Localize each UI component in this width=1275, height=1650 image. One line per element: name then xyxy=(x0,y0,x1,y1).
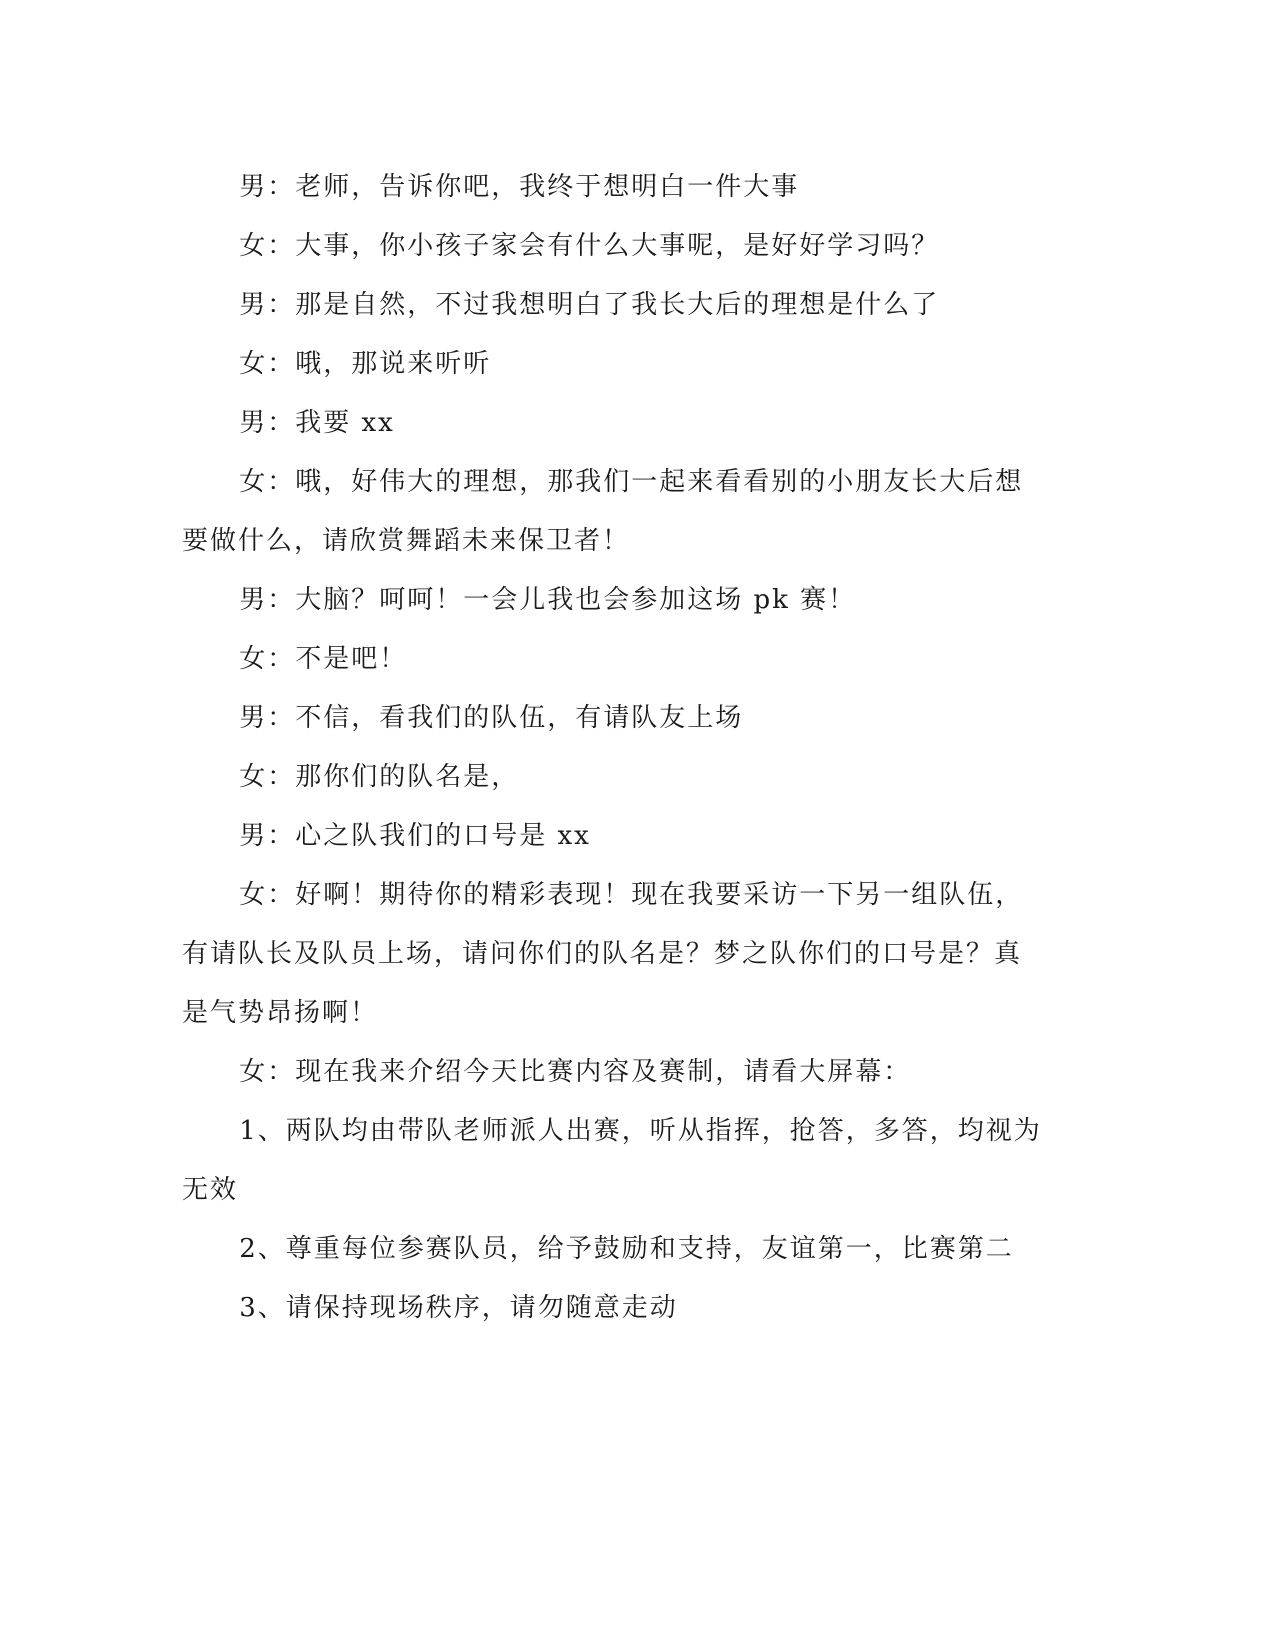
dialogue-line: 女：好啊！期待你的精彩表现！现在我要采访一下另一组队伍，有请队长及队员上场，请问你们的队名是？梦之队你们的口号是？真是气势昂扬啊！ xyxy=(182,880,1024,1028)
dialogue-line: 女：那你们的队名是， xyxy=(239,762,520,792)
rule-item: 1、两队均由带队老师派人出赛，听从指挥，抢答，多答，均视为无效 xyxy=(182,1116,1042,1205)
dialogue-line: 男：心之队我们的口号是 xx xyxy=(239,821,591,851)
dialogue-line: 男：那是自然，不过我想明白了我长大后的理想是什么了 xyxy=(239,290,940,320)
dialogue-line: 男：老师，告诉你吧，我终于想明白一件大事 xyxy=(239,172,800,202)
rule-item: 3、请保持现场秩序，请勿随意走动 xyxy=(239,1293,678,1323)
dialogue-line: 女：大事，你小孩子家会有什么大事呢，是好好学习吗？ xyxy=(239,231,940,261)
rule-item: 2、尊重每位参赛队员，给予鼓励和支持，友谊第一，比赛第二 xyxy=(239,1234,1014,1264)
dialogue-line: 男：大脑？呵呵！一会儿我也会参加这场 pk 赛！ xyxy=(239,585,857,615)
dialogue-line: 女：现在我来介绍今天比赛内容及赛制，请看大屏幕： xyxy=(239,1057,912,1087)
dialogue-line: 女：哦，好伟大的理想，那我们一起来看看别的小朋友长大后想要做什么，请欣赏舞蹈未来保卫者！ xyxy=(182,467,1024,556)
document-body xyxy=(182,158,1042,1338)
dialogue-line: 女：哦，那说来听听 xyxy=(239,349,492,379)
dialogue-line: 女：不是吧！ xyxy=(239,644,408,674)
dialogue-line: 男：不信，看我们的队伍，有请队友上场 xyxy=(239,703,744,733)
dialogue-line: 男：我要 xx xyxy=(239,408,395,438)
